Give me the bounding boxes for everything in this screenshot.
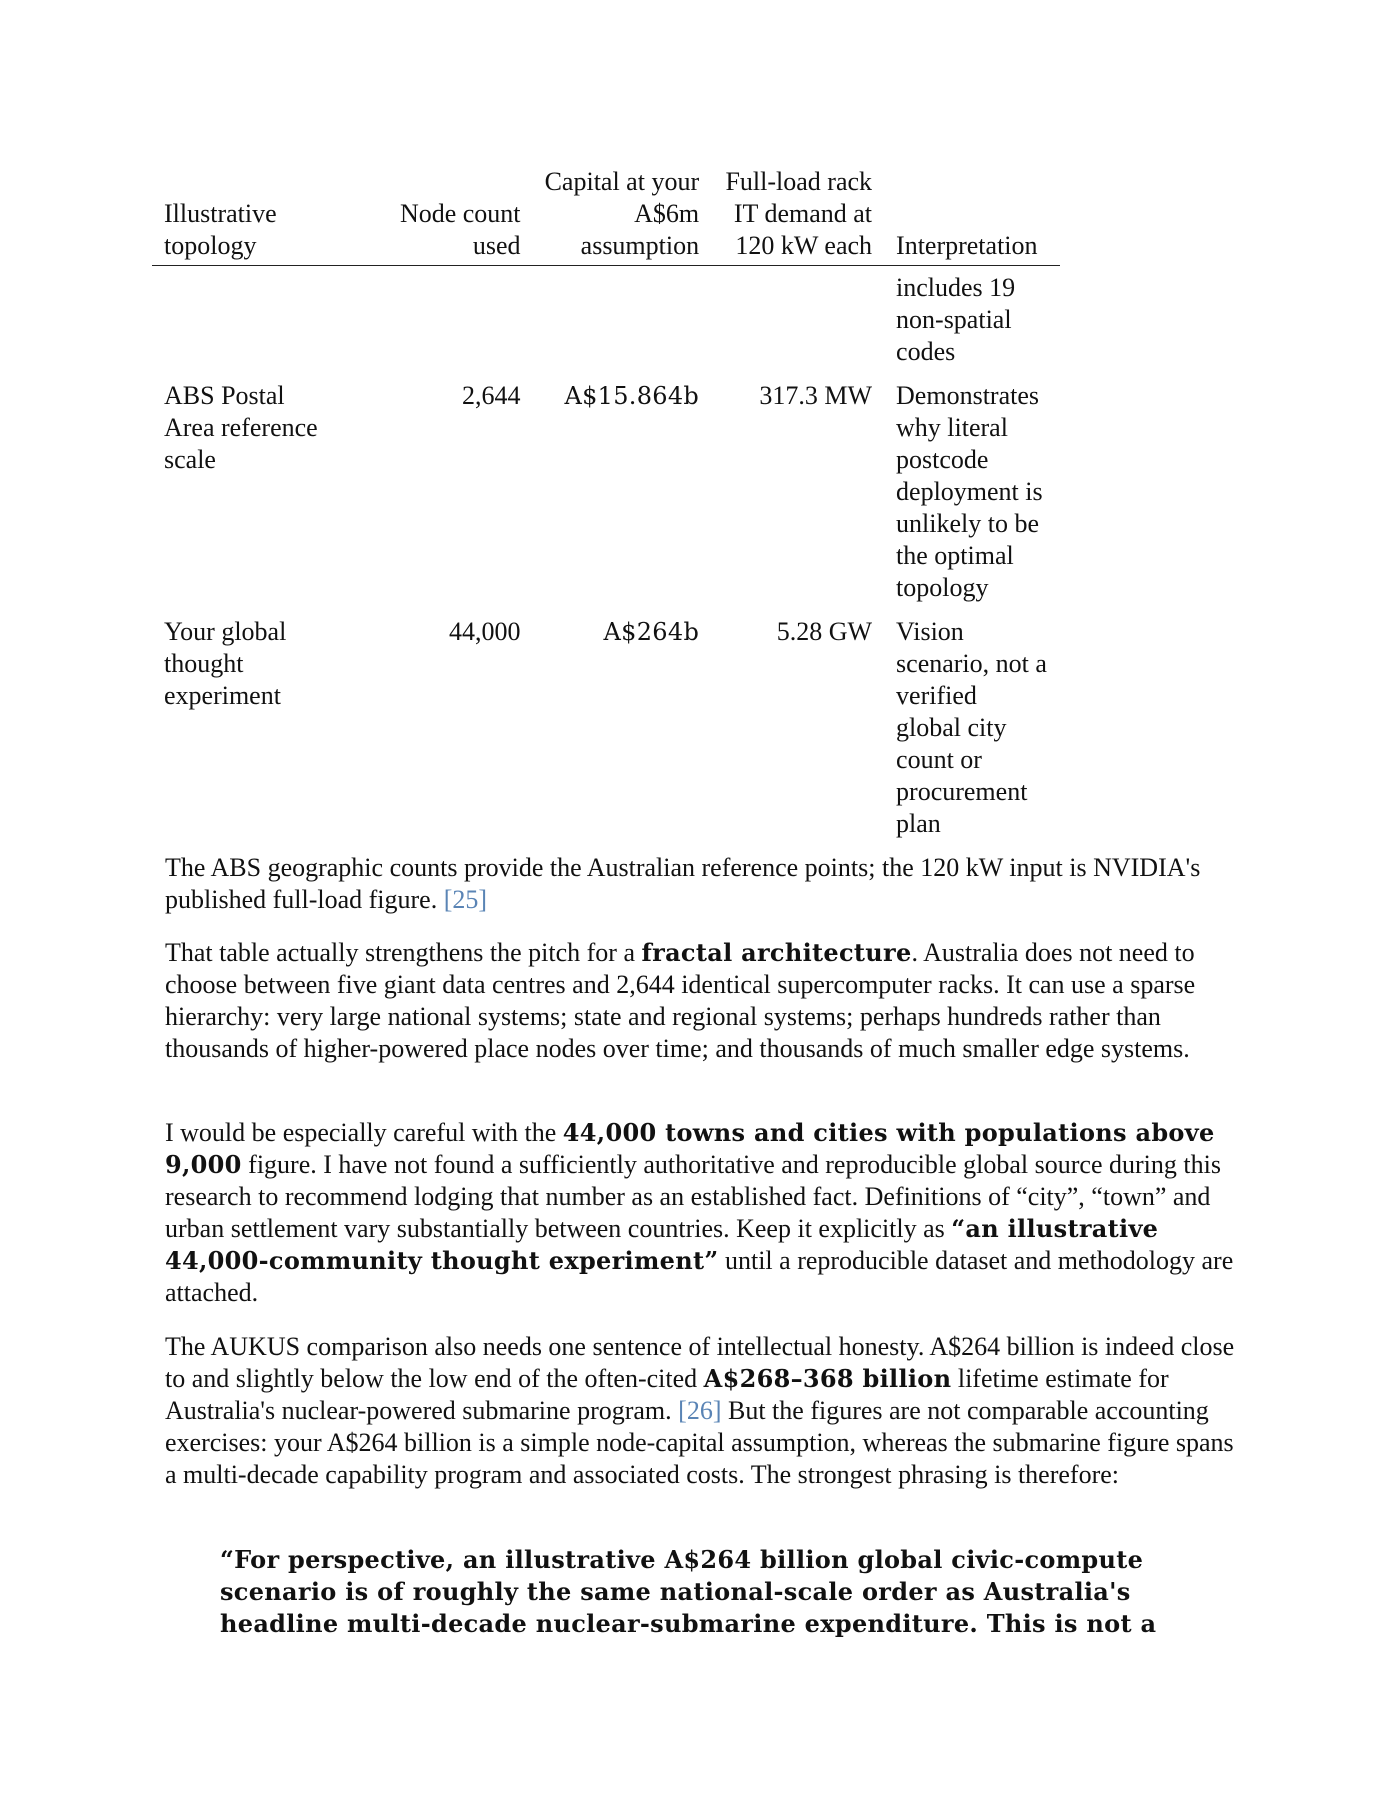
header-interpretation: Interpretation — [896, 231, 1038, 260]
table-row — [152, 368, 1060, 604]
cell-topology: ABS Postal Area reference scale — [164, 381, 318, 474]
cell-topology: Your global thought experiment — [164, 617, 287, 710]
emphasis-text: 44,000 towns and cities with populations above 9,000 — [165, 1118, 1215, 1179]
table-row — [152, 266, 1060, 369]
citation-link-25[interactable]: [25] — [443, 885, 488, 914]
citation-link-26[interactable]: [26] — [678, 1396, 722, 1425]
cell-capital: A$15.864b — [564, 382, 700, 410]
table-header-row — [152, 166, 1060, 266]
paragraph-text: The AUKUS comparison also needs one sentence of intellectual honesty. A$264 billion is indeed close to and slightly below the low end of the often-cited — [165, 1332, 1235, 1393]
emphasis-text: fractal architecture — [641, 938, 912, 967]
cell-interpretation: Vision scenario, not a verified global city count or procurement plan — [896, 617, 1047, 838]
header-capital: Capital at your A$6m assumption — [544, 167, 700, 260]
paragraph-text: That table actually strengthens the pitch for a — [165, 938, 642, 967]
paragraph-aukus — [165, 1331, 1245, 1491]
emphasis-text: “an illustrative 44,000-community thought experiment” — [165, 1214, 1159, 1275]
cell-interpretation: Demonstrates why literal postcode deployment is unlikely to be the optimal topology — [896, 381, 1043, 602]
paragraph-caution — [165, 1117, 1245, 1309]
table-row — [152, 604, 1060, 840]
paragraph-text: figure. I have not found a sufficiently authoritative and reproducible global source during this research to recommend lodging that number as an established fact. Definitions of “city”, “town” and urban settlement vary substantially between countries. Keep it explicitly as — [165, 1150, 1221, 1243]
header-node-count: Node count used — [399, 199, 521, 260]
paragraph-text: The ABS geographic counts provide the Australian reference points; the 120 kW input is NVIDIA's published full-load figure. — [165, 853, 1201, 914]
paragraph-text: . Australia does not need to choose between five giant data centres and 2,644 identical supercomputer racks. It can use a sparse hierarchy: very large national systems; state and regional systems; perhaps hundreds rather than thousands of higher-powered place nodes over time; and thousands of much smaller edge systems. — [165, 938, 1196, 1063]
cell-demand — [711, 266, 884, 369]
paragraph-sources — [165, 852, 1245, 916]
cell-node-count: 2,644 — [462, 381, 521, 410]
paragraph-text: But the figures are not comparable accounting exercises: your A$264 billion is a simple node-capital assumption, whereas the submarine figure spans a multi-decade capability program and associated costs. The strongest phrasing is therefore: — [165, 1396, 1234, 1489]
cell-demand: 5.28 GW — [776, 617, 873, 646]
cell-capital — [533, 266, 712, 369]
cell-node-count — [344, 266, 533, 369]
paragraph-text: lifetime estimate for Australia's nuclear-powered submarine program. — [165, 1364, 1169, 1425]
topology-table — [152, 166, 1060, 840]
cell-capital: A$264b — [603, 618, 700, 646]
cell-demand: 317.3 MW — [759, 381, 873, 410]
cell-interpretation: includes 19 non-spatial codes — [896, 273, 1016, 366]
cell-node-count: 44,000 — [449, 617, 521, 646]
header-topology: Illustrative topology — [164, 199, 277, 260]
block-quote: “For perspective, an illustrative A$264 billion global civic-compute scenario is of roughly the same national-scale order as Australia's headline multi-decade nuclear-submarine expenditure. This is not a — [220, 1545, 1157, 1638]
paragraph-fractal — [165, 937, 1245, 1065]
emphasis-text: A$268–368 billion — [703, 1364, 952, 1393]
cell-topology — [152, 266, 344, 369]
paragraph-text: until a reproducible dataset and methodology are attached. — [165, 1246, 1234, 1307]
paragraph-text: I would be especially careful with the — [165, 1118, 563, 1147]
header-demand: Full-load rack IT demand at 120 kW each — [725, 167, 873, 260]
